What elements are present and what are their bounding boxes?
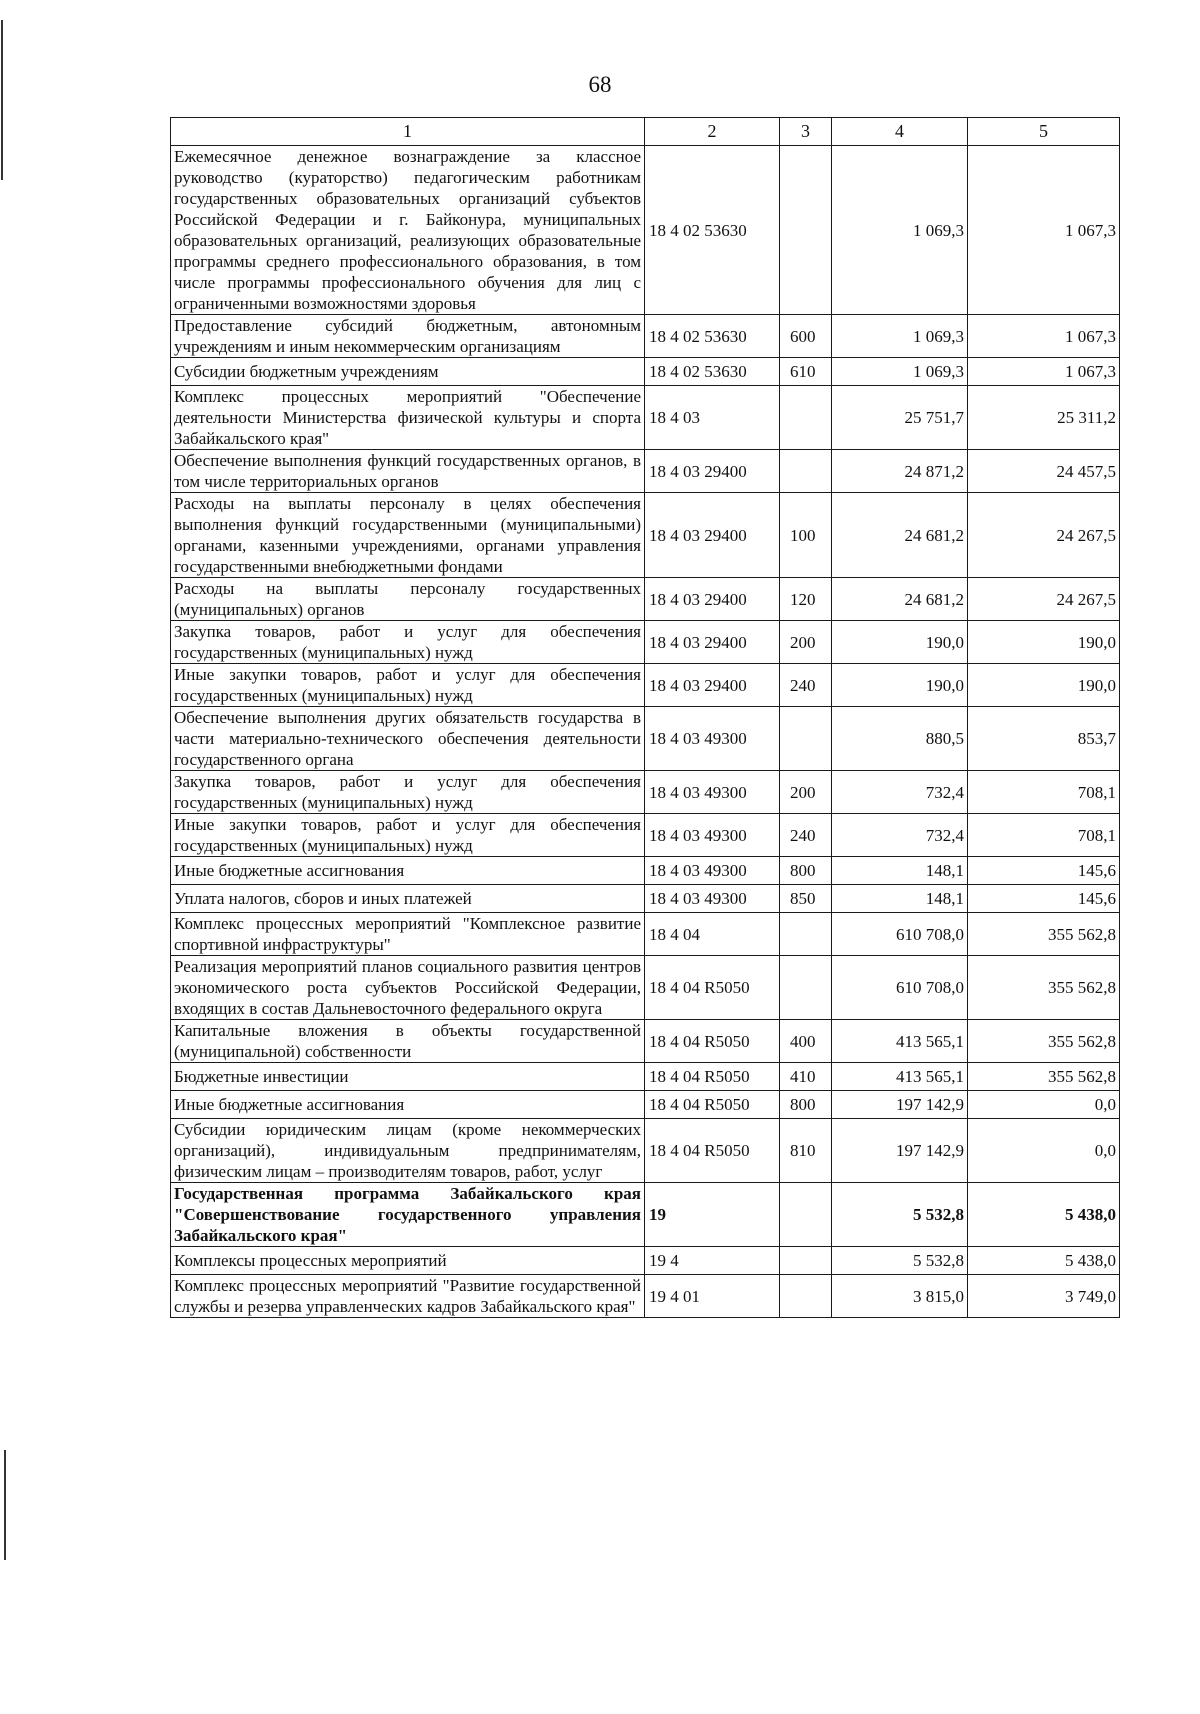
target-code-cell: 18 4 03 29400: [645, 621, 780, 664]
table-row: [171, 1119, 1120, 1183]
amount-col5-cell: 5 438,0: [968, 1183, 1120, 1247]
amount-col4-cell: 24 681,2: [832, 578, 968, 621]
amount-col4-cell: 148,1: [832, 885, 968, 913]
expense-type-cell: 120: [780, 578, 832, 621]
amount-col5-cell: 355 562,8: [968, 913, 1120, 956]
item-name-cell: Комплекс процессных мероприятий "Развитие государственной службы и резерва управленческих кадров Забайкальского края": [171, 1275, 645, 1318]
table-row: [171, 1183, 1120, 1247]
item-name-cell: Расходы на выплаты персоналу в целях обеспечения выполнения функций государственными (муниципальными) органами, казенными учреждениями, органами управления государственными внебюджетными фондами: [171, 493, 645, 578]
table-row: [171, 315, 1120, 358]
amount-col4-cell: 148,1: [832, 857, 968, 885]
expense-type-cell: 200: [780, 771, 832, 814]
amount-col5-cell: 24 267,5: [968, 493, 1120, 578]
amount-col5-cell: 190,0: [968, 621, 1120, 664]
item-name-cell: Иные бюджетные ассигнования: [171, 1091, 645, 1119]
item-name-cell: Предоставление субсидий бюджетным, автономным учреждениям и иным некоммерческим организациям: [171, 315, 645, 358]
table-row: [171, 1020, 1120, 1063]
amount-col4-cell: 190,0: [832, 621, 968, 664]
amount-col4-cell: 413 565,1: [832, 1020, 968, 1063]
amount-col5-cell: 190,0: [968, 664, 1120, 707]
amount-col5-cell: 853,7: [968, 707, 1120, 771]
amount-col4-cell: 732,4: [832, 814, 968, 857]
page-number: 68: [588, 72, 612, 97]
amount-col5-cell: 355 562,8: [968, 1063, 1120, 1091]
amount-col5-cell: 5 438,0: [968, 1247, 1120, 1275]
expense-type-cell: [780, 1247, 832, 1275]
item-name-cell: Обеспечение выполнения других обязательств государства в части материально-технического обеспечения деятельности государственного органа: [171, 707, 645, 771]
target-code-cell: 18 4 04 R5050: [645, 1119, 780, 1183]
amount-col5-cell: 24 267,5: [968, 578, 1120, 621]
amount-col4-cell: 732,4: [832, 771, 968, 814]
item-name-cell: Закупка товаров, работ и услуг для обеспечения государственных (муниципальных) нужд: [171, 621, 645, 664]
column-header-3: 3: [780, 118, 832, 146]
table-row: [171, 707, 1120, 771]
target-code-cell: 18 4 03 29400: [645, 493, 780, 578]
item-name-cell: Иные закупки товаров, работ и услуг для обеспечения государственных (муниципальных) нужд: [171, 664, 645, 707]
item-name-cell: Уплата налогов, сборов и иных платежей: [171, 885, 645, 913]
amount-col4-cell: 880,5: [832, 707, 968, 771]
amount-col5-cell: 25 311,2: [968, 386, 1120, 450]
left-edge-mark: [4, 1450, 6, 1560]
expense-type-cell: 610: [780, 358, 832, 386]
amount-col4-cell: 1 069,3: [832, 358, 968, 386]
table-row: [171, 664, 1120, 707]
expense-type-cell: [780, 386, 832, 450]
amount-col5-cell: 145,6: [968, 885, 1120, 913]
item-name-cell: Комплекс процессных мероприятий "Комплексное развитие спортивной инфраструктуры": [171, 913, 645, 956]
target-code-cell: 19 4: [645, 1247, 780, 1275]
column-header-1: 1: [171, 118, 645, 146]
expense-type-cell: 240: [780, 814, 832, 857]
table-row: [171, 956, 1120, 1020]
table-row: [171, 771, 1120, 814]
target-code-cell: 19: [645, 1183, 780, 1247]
target-code-cell: 18 4 02 53630: [645, 315, 780, 358]
item-name-cell: Обеспечение выполнения функций государственных органов, в том числе территориальных органов: [171, 450, 645, 493]
amount-col4-cell: 1 069,3: [832, 315, 968, 358]
target-code-cell: 18 4 03 29400: [645, 450, 780, 493]
item-name-cell: Закупка товаров, работ и услуг для обеспечения государственных (муниципальных) нужд: [171, 771, 645, 814]
table-row: [171, 1063, 1120, 1091]
expense-type-cell: [780, 707, 832, 771]
amount-col4-cell: 413 565,1: [832, 1063, 968, 1091]
item-name-cell: Реализация мероприятий планов социального развития центров экономического роста субъектов Российской Федерации, входящих в состав Дальневосточного федерального округа: [171, 956, 645, 1020]
table-row: [171, 358, 1120, 386]
table-row: [171, 1247, 1120, 1275]
target-code-cell: 18 4 02 53630: [645, 358, 780, 386]
item-name-cell: Комплексы процессных мероприятий: [171, 1247, 645, 1275]
expense-type-cell: 100: [780, 493, 832, 578]
target-code-cell: 18 4 03 29400: [645, 578, 780, 621]
table-row: [171, 885, 1120, 913]
column-header-4: 4: [832, 118, 968, 146]
target-code-cell: 18 4 03: [645, 386, 780, 450]
target-code-cell: 18 4 03 29400: [645, 664, 780, 707]
amount-col4-cell: 197 142,9: [832, 1119, 968, 1183]
amount-col5-cell: 145,6: [968, 857, 1120, 885]
amount-col4-cell: 1 069,3: [832, 146, 968, 315]
table-body: [171, 146, 1120, 1318]
target-code-cell: 18 4 03 49300: [645, 771, 780, 814]
target-code-cell: 18 4 04 R5050: [645, 1063, 780, 1091]
amount-col5-cell: 0,0: [968, 1091, 1120, 1119]
target-code-cell: 18 4 03 49300: [645, 707, 780, 771]
expense-type-cell: [780, 1275, 832, 1318]
table-row: [171, 621, 1120, 664]
expense-type-cell: 800: [780, 857, 832, 885]
expense-type-cell: [780, 1183, 832, 1247]
budget-table: [170, 117, 1120, 1318]
amount-col5-cell: 3 749,0: [968, 1275, 1120, 1318]
expense-type-cell: 410: [780, 1063, 832, 1091]
amount-col4-cell: 3 815,0: [832, 1275, 968, 1318]
amount-col5-cell: 1 067,3: [968, 146, 1120, 315]
amount-col4-cell: 190,0: [832, 664, 968, 707]
amount-col4-cell: 610 708,0: [832, 956, 968, 1020]
column-header-2: 2: [645, 118, 780, 146]
target-code-cell: 18 4 02 53630: [645, 146, 780, 315]
amount-col4-cell: 24 681,2: [832, 493, 968, 578]
target-code-cell: 18 4 03 49300: [645, 857, 780, 885]
table-row: [171, 386, 1120, 450]
expense-type-cell: 200: [780, 621, 832, 664]
table-row: [171, 450, 1120, 493]
amount-col4-cell: 610 708,0: [832, 913, 968, 956]
expense-type-cell: 600: [780, 315, 832, 358]
target-code-cell: 19 4 01: [645, 1275, 780, 1318]
expense-type-cell: 810: [780, 1119, 832, 1183]
expense-type-cell: 240: [780, 664, 832, 707]
amount-col5-cell: 355 562,8: [968, 956, 1120, 1020]
amount-col5-cell: 708,1: [968, 771, 1120, 814]
table-row: [171, 493, 1120, 578]
target-code-cell: 18 4 04 R5050: [645, 1020, 780, 1063]
expense-type-cell: [780, 913, 832, 956]
column-header-5: 5: [968, 118, 1120, 146]
item-name-cell: Субсидии бюджетным учреждениям: [171, 358, 645, 386]
expense-type-cell: 850: [780, 885, 832, 913]
left-edge-mark: [1, 20, 3, 180]
target-code-cell: 18 4 04 R5050: [645, 1091, 780, 1119]
item-name-cell: Государственная программа Забайкальского края "Совершенствование государственного управления Забайкальского края": [171, 1183, 645, 1247]
amount-col4-cell: 5 532,8: [832, 1247, 968, 1275]
amount-col5-cell: 1 067,3: [968, 358, 1120, 386]
item-name-cell: Ежемесячное денежное вознаграждение за классное руководство (кураторство) педагогическим работникам государственных образовательных организаций субъектов Российской Федерации и г. Байконура, муниципальных образовательных организаций, реализующих образовательные программы среднего профессионального образования, в том числе программы профессионального обучения для лиц с ограниченными возможностями здоровья: [171, 146, 645, 315]
amount-col5-cell: 24 457,5: [968, 450, 1120, 493]
expense-type-cell: 800: [780, 1091, 832, 1119]
item-name-cell: Субсидии юридическим лицам (кроме некоммерческих организаций), индивидуальным предпринимателям, физическим лицам – производителям товаров, работ, услуг: [171, 1119, 645, 1183]
table-row: [171, 1275, 1120, 1318]
item-name-cell: Комплекс процессных мероприятий "Обеспечение деятельности Министерства физической культуры и спорта Забайкальского края": [171, 386, 645, 450]
target-code-cell: 18 4 04 R5050: [645, 956, 780, 1020]
item-name-cell: Иные бюджетные ассигнования: [171, 857, 645, 885]
table-row: [171, 1091, 1120, 1119]
expense-type-cell: [780, 450, 832, 493]
item-name-cell: Бюджетные инвестиции: [171, 1063, 645, 1091]
amount-col5-cell: 355 562,8: [968, 1020, 1120, 1063]
header-row: [171, 118, 1120, 146]
expense-type-cell: [780, 956, 832, 1020]
table-row: [171, 913, 1120, 956]
amount-col4-cell: 25 751,7: [832, 386, 968, 450]
expense-type-cell: [780, 146, 832, 315]
amount-col5-cell: 1 067,3: [968, 315, 1120, 358]
amount-col4-cell: 5 532,8: [832, 1183, 968, 1247]
amount-col4-cell: 197 142,9: [832, 1091, 968, 1119]
amount-col5-cell: 708,1: [968, 814, 1120, 857]
item-name-cell: Расходы на выплаты персоналу государственных (муниципальных) органов: [171, 578, 645, 621]
table-row: [171, 814, 1120, 857]
target-code-cell: 18 4 04: [645, 913, 780, 956]
target-code-cell: 18 4 03 49300: [645, 814, 780, 857]
amount-col5-cell: 0,0: [968, 1119, 1120, 1183]
amount-col4-cell: 24 871,2: [832, 450, 968, 493]
target-code-cell: 18 4 03 49300: [645, 885, 780, 913]
item-name-cell: Капитальные вложения в объекты государственной (муниципальной) собственности: [171, 1020, 645, 1063]
table-row: [171, 578, 1120, 621]
table-row: [171, 146, 1120, 315]
table-row: [171, 857, 1120, 885]
item-name-cell: Иные закупки товаров, работ и услуг для обеспечения государственных (муниципальных) нужд: [171, 814, 645, 857]
expense-type-cell: 400: [780, 1020, 832, 1063]
